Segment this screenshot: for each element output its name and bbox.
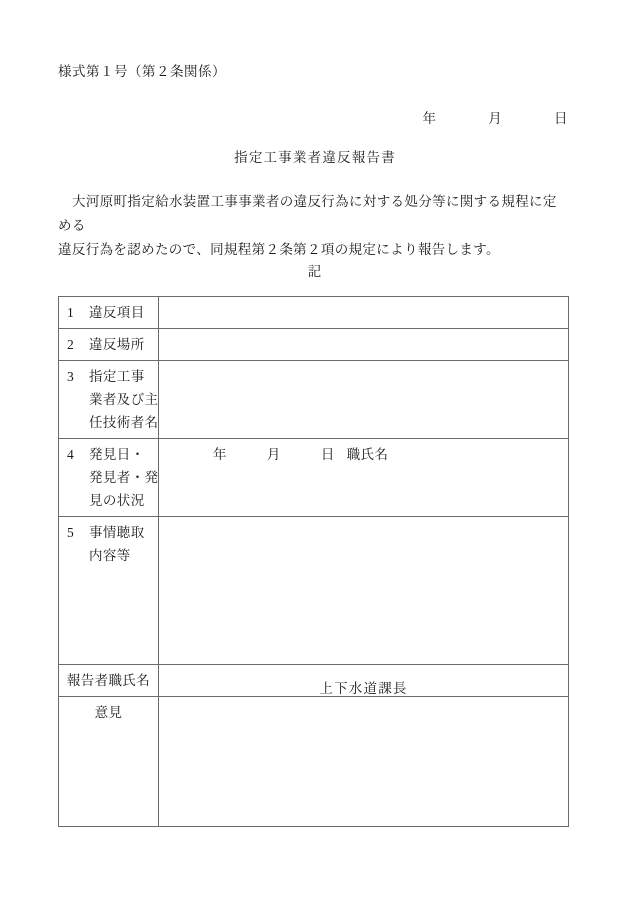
header-date-year: 年	[422, 111, 437, 126]
row-number-and-text-4	[67, 443, 152, 466]
row-number-and-text-1	[67, 301, 152, 324]
row-number-3: 3	[67, 369, 75, 384]
row-label-cell-2	[59, 329, 159, 361]
document-title: 指定工事業者違反報告書	[234, 150, 396, 165]
discovery-year: 年	[213, 447, 227, 462]
row-label-cell-4	[59, 439, 159, 517]
row-number-1: 1	[67, 305, 75, 320]
reporter-label: 報告者職氏名	[66, 673, 151, 688]
opinion-value-cell[interactable]	[159, 681, 569, 827]
header-date-month: 月	[488, 111, 503, 126]
row-value-4[interactable]	[159, 439, 568, 470]
body-paragraph	[58, 190, 570, 262]
opinion-label: 意見	[94, 705, 123, 720]
row-label-cell-5	[59, 517, 159, 665]
table-row	[59, 329, 569, 361]
header-date-line	[423, 107, 569, 127]
row-number-4: 4	[67, 447, 75, 462]
body-line-2: 違反行為を認めたので、同規程第２条第２項の規定により報告します。	[58, 242, 500, 257]
row-label-line-4-2: 見の状況	[89, 493, 145, 508]
row-number-and-text-3	[67, 365, 152, 388]
row-value-cell-4[interactable]	[159, 439, 569, 517]
row-label-line-3-2: 任技術者名	[89, 415, 159, 430]
row-number-5: 5	[67, 525, 75, 540]
row-number-2: 2	[67, 337, 75, 352]
discovery-date-fields	[169, 447, 388, 462]
body-line-1: 大河原町指定給水装置工事事業者の違反行為に対する処分等に関する規程に定める	[58, 194, 557, 233]
table-row	[59, 297, 569, 329]
table-row	[59, 439, 569, 517]
discovery-person-name: 職氏名	[346, 447, 389, 462]
row-label-line-5-1: 内容等	[89, 548, 131, 563]
header-date-day: 日	[554, 111, 568, 126]
row-label-line-3-0: 指定工事	[89, 369, 145, 384]
row-label-5	[59, 517, 158, 571]
row-value-cell-3[interactable]	[159, 361, 569, 439]
row-value-cell-2[interactable]	[159, 329, 569, 361]
discovery-month: 月	[266, 447, 281, 462]
report-table	[58, 296, 569, 827]
row-label-line-2-0: 違反場所	[89, 337, 145, 352]
row-number-and-text-2	[67, 333, 152, 356]
row-value-2[interactable]	[159, 329, 568, 337]
table-row	[59, 517, 569, 665]
row-label-line-5-0: 事情聴取	[89, 525, 145, 540]
row-label-4	[59, 439, 158, 516]
row-value-cell-5[interactable]	[159, 517, 569, 665]
row-label-3	[59, 361, 158, 438]
opinion-value[interactable]	[159, 681, 568, 705]
ki-mark: 記	[307, 264, 323, 279]
row-value-1[interactable]	[159, 297, 568, 305]
approver-title: 上下水道課長	[319, 681, 408, 696]
row-label-cell-3	[59, 361, 159, 439]
row-label-line-4-1: 発見者・発	[89, 470, 159, 485]
table-row	[59, 361, 569, 439]
row-label-1	[59, 297, 158, 328]
row-label-cell-1	[59, 297, 159, 329]
discovery-day: 日	[320, 447, 335, 462]
reporter-label-cell	[59, 665, 159, 697]
row-label-line-1-0: 違反項目	[89, 305, 145, 320]
row-value-3[interactable]	[159, 361, 568, 369]
reporter-value[interactable]	[159, 665, 568, 673]
form-number: 様式第１号（第２条関係）	[58, 64, 226, 79]
row-label-line-3-1: 業者及び主	[89, 392, 159, 407]
table-row	[59, 697, 569, 827]
row-value-5[interactable]	[159, 517, 568, 525]
row-label-2	[59, 329, 158, 360]
row-value-cell-1[interactable]	[159, 297, 569, 329]
row-number-and-text-5	[67, 521, 152, 544]
opinion-label-cell	[59, 697, 159, 827]
row-label-line-4-0: 発見日・	[89, 447, 145, 462]
